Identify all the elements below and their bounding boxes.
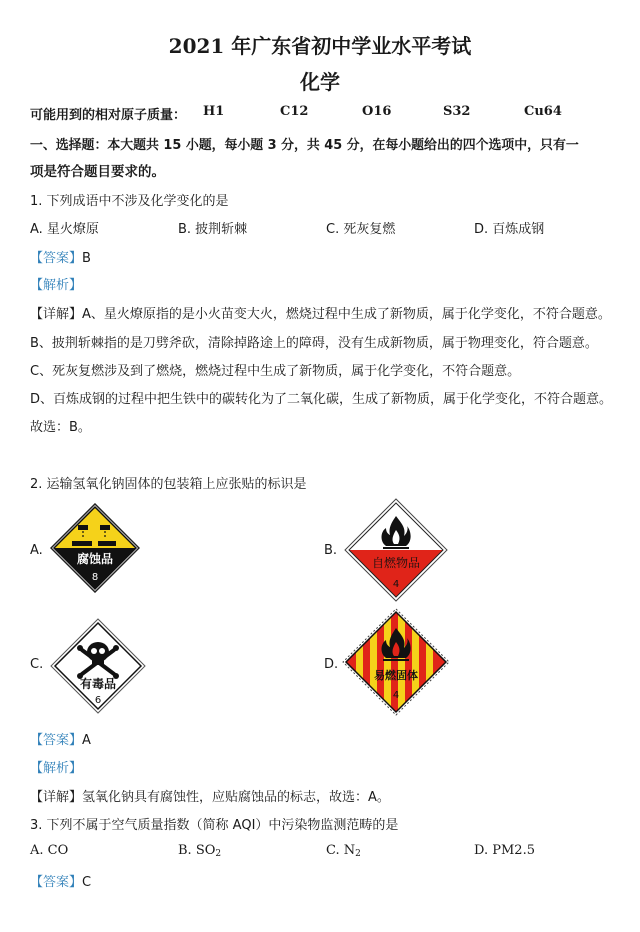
q2-stem: 2. 运输氢氧化钠固体的包装箱上应张贴的标识是 [30,477,307,492]
answer-tag: 【答案】 [30,733,83,748]
atomic-mass-c: C12 [280,104,309,119]
corrosive-sign-label: 腐蚀品 [76,552,114,566]
flammable-solid-sign [342,608,450,716]
spontaneous-combustion-sign [344,498,448,602]
option-letter: D. [474,843,493,858]
q3-option-a [30,843,68,858]
detail-tag: 【详解】 [30,307,83,322]
q1-detail-b: B、披荆斩棘指的是刀劈斧砍，清除掉路途上的障碍，没有生成新物质，属于物理变化，符合题意。 [30,336,598,351]
atomic-mass-label: 可能用到的相对原子质量： [30,108,187,123]
q1-detail-a [30,303,611,322]
spontaneous-sign-label: 自燃物品 [371,556,421,570]
q2-option-b-letter: B. [324,543,338,558]
atomic-mass-cu: Cu64 [524,104,562,119]
atomic-mass-o: O16 [362,104,392,119]
section-heading-line1: 一、选择题：本大题共 15 小题，每小题 3 分，共 45 分，在每小题给出的四个选项中，只有一 [30,138,579,153]
q1-option-b: B. 披荆斩棘 [178,222,248,237]
q1-detail-a-text: A、星火燎原指的是小火苗变大火，燃烧过程中生成了新物质，属于化学变化，不符合题意。 [82,307,611,322]
subject-title: 化学 [300,70,340,94]
q2-option-a-letter: A. [30,543,43,558]
corrosive-sign-number: 8 [91,572,99,583]
atomic-mass-s: S32 [443,104,471,119]
option-formula: SO [195,843,216,858]
q1-conclusion: 故选：B。 [30,420,91,435]
q1-option-c: C. 死灰复燃 [326,222,396,237]
q1-detail-c: C、死灰复燃涉及到了燃烧，燃烧过程中生成了新物质，属于化学变化，不符合题意。 [30,364,521,379]
flammable-sign-label: 易燃固体 [374,669,418,682]
toxic-sign-label: 有毒品 [79,677,117,691]
option-formula: N [343,843,356,858]
toxic-sign-number: 6 [94,695,102,706]
q3-answer-value: C [82,875,92,890]
q1-detail-d: D、百炼成钢的过程中把生铁中的碳转化为了二氧化碳，生成了新物质，属于化学变化，不符合题意。 [30,392,613,407]
section-heading-line2: 项是符合题目要求的。 [30,164,165,180]
corrosive-sign [50,503,140,593]
q2-answer [30,729,91,748]
q3-option-d [474,843,535,858]
q3-option-c [326,843,361,859]
toxic-sign [50,618,146,714]
option-letter: C. [326,843,344,858]
answer-tag: 【答案】 [30,875,83,890]
q2-detail-text: 氢氧化钠具有腐蚀性，应贴腐蚀品的标志，故选：A。 [82,790,390,805]
atomic-mass-h: H1 [203,104,225,119]
q2-answer-value: A [82,733,91,748]
q2-option-d-letter: D. [324,657,339,672]
answer-tag: 【答案】 [30,251,83,266]
q2-detail [30,786,390,805]
option-formula: PM2.5 [492,843,535,858]
q1-answer [30,247,91,266]
q1-stem: 1. 下列成语中不涉及化学变化的是 [30,194,229,209]
option-letter: A. [30,843,48,858]
q3-stem: 3. 下列不属于空气质量指数（简称 AQI）中污染物监测范畴的是 [30,818,399,833]
q1-option-d: D. 百炼成钢 [474,222,545,237]
option-formula: CO [47,843,69,858]
q1-option-a: A. 星火燎原 [30,222,99,237]
q2-option-c-letter: C. [30,657,44,672]
q3-answer [30,871,91,890]
option-subscript: 2 [355,849,361,859]
q2-analysis-tag: 【解析】 [30,761,83,776]
flammable-sign-number: 4 [392,690,400,701]
spontaneous-sign-number: 4 [392,579,400,590]
option-subscript: 2 [215,849,222,859]
q3-option-b [178,843,221,859]
q1-analysis-tag: 【解析】 [30,278,83,293]
option-letter: B. [178,843,196,858]
exam-title: 2021 年广东省初中学业水平考试 [168,34,472,58]
q1-answer-value: B [82,251,91,266]
detail-tag: 【详解】 [30,790,83,805]
